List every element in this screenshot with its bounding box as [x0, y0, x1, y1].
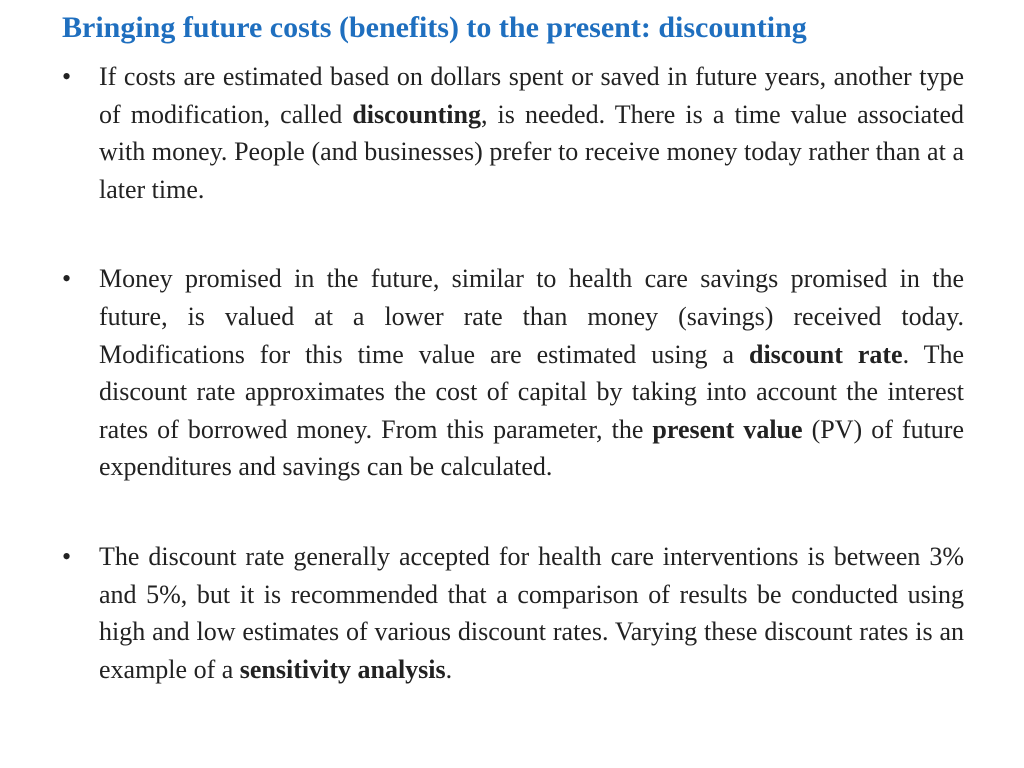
bullet-sensitivity-analysis	[62, 538, 964, 688]
bullet-text-segment: (PV) of future expenditures and savings can be calculated.	[99, 414, 964, 482]
bullet-text-segment: If costs are estimated based on dollars spent or saved in future years, another type of modification, called	[99, 62, 964, 129]
term-discount-rate: discount rate	[748, 339, 903, 369]
bullet-text-segment: The discount rate generally accepted for health care interventions is between 3% and 5%, but it is recommended that a comparison of results be conducted using high and low estimates of various discount rates. Varying these discount rates is an example of a	[99, 541, 964, 684]
bullet-list	[62, 58, 964, 688]
bullet-text	[99, 264, 964, 481]
bullet-marker: •	[62, 541, 72, 571]
bullet-text	[99, 62, 964, 204]
term-discounting: discounting	[352, 99, 481, 129]
term-sensitivity-analysis: sensitivity analysis	[239, 654, 446, 684]
bullet-text-segment: .	[445, 654, 453, 684]
bullet-text-segment: Money promised in the future, similar to health care savings promised in the future, is valued at a lower rate than money (savings) received today. Modifications for this time value are estimated using a	[99, 264, 964, 369]
bullet-marker: •	[62, 264, 72, 294]
slide-title: Bringing future costs (benefits) to the present: discounting	[62, 11, 807, 44]
bullet-marker: •	[62, 62, 72, 91]
bullet-text-segment: . The discount rate approximates the cost of capital by taking into account the interest rates of borrowed money. From this parameter, the	[99, 339, 964, 444]
term-present-value: present value	[652, 414, 803, 444]
bullet-text	[99, 542, 964, 684]
bullet-text-segment: , is needed. There is a time value associated with money. People (and businesses) prefer to receive money today rather than at a later time.	[99, 99, 964, 204]
bullet-discount-rate	[62, 260, 964, 486]
bullet-discounting	[62, 58, 964, 208]
